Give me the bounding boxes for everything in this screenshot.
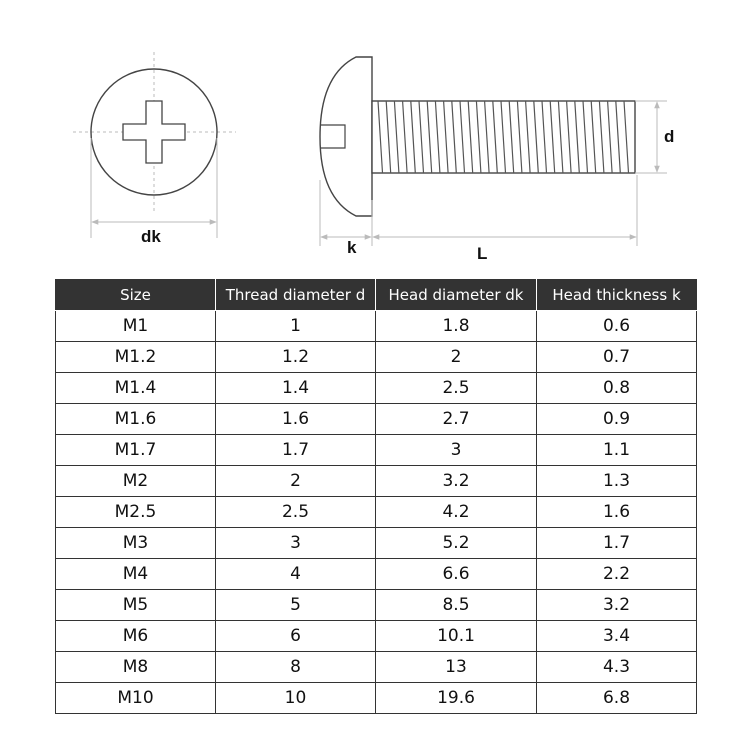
table-row [56, 590, 697, 621]
header-head-thickness: Head thickness k [537, 280, 697, 311]
cell-thread-diameter: 4 [216, 559, 376, 590]
cell-size: M1.7 [56, 435, 216, 466]
table-header-row [56, 280, 697, 311]
head-top-view [73, 52, 236, 238]
cell-size: M1.6 [56, 404, 216, 435]
cell-head-thickness: 4.3 [537, 652, 697, 683]
cell-head-thickness: 1.7 [537, 528, 697, 559]
cell-head-diameter: 5.2 [376, 528, 537, 559]
table-row [56, 311, 697, 342]
cell-thread-diameter: 2 [216, 466, 376, 497]
table-row [56, 342, 697, 373]
header-size: Size [56, 280, 216, 311]
cell-size: M10 [56, 683, 216, 714]
header-thread-diameter: Thread diameter d [216, 280, 376, 311]
cell-thread-diameter: 1.6 [216, 404, 376, 435]
cell-head-thickness: 0.9 [537, 404, 697, 435]
d-label: d [664, 127, 675, 146]
cell-size: M6 [56, 621, 216, 652]
table-row [56, 528, 697, 559]
cell-head-diameter: 2.7 [376, 404, 537, 435]
pan-head [320, 57, 372, 216]
phillips-cross [123, 101, 185, 163]
cell-size: M2.5 [56, 497, 216, 528]
cell-head-diameter: 8.5 [376, 590, 537, 621]
cell-head-thickness: 2.2 [537, 559, 697, 590]
cell-size: M1.2 [56, 342, 216, 373]
cell-size: M2 [56, 466, 216, 497]
cell-thread-diameter: 1.7 [216, 435, 376, 466]
table-row [56, 683, 697, 714]
cell-head-thickness: 6.8 [537, 683, 697, 714]
cell-head-diameter: 13 [376, 652, 537, 683]
table-row [56, 559, 697, 590]
k-label: k [347, 238, 357, 257]
table-row [56, 466, 697, 497]
table-row [56, 621, 697, 652]
table-row [56, 652, 697, 683]
screw-diagram [0, 0, 750, 278]
table-row [56, 435, 697, 466]
table-row [56, 497, 697, 528]
cell-head-diameter: 6.6 [376, 559, 537, 590]
cell-thread-diameter: 2.5 [216, 497, 376, 528]
cell-head-thickness: 1.3 [537, 466, 697, 497]
cell-head-diameter: 1.8 [376, 311, 537, 342]
cell-head-diameter: 2 [376, 342, 537, 373]
cell-head-thickness: 0.8 [537, 373, 697, 404]
cell-size: M4 [56, 559, 216, 590]
cell-head-diameter: 10.1 [376, 621, 537, 652]
cell-thread-diameter: 10 [216, 683, 376, 714]
cell-head-thickness: 0.6 [537, 311, 697, 342]
screw-drawing [0, 0, 750, 278]
cell-thread-diameter: 3 [216, 528, 376, 559]
cell-size: M5 [56, 590, 216, 621]
cell-head-diameter: 4.2 [376, 497, 537, 528]
cell-head-thickness: 1.1 [537, 435, 697, 466]
cell-size: M1.4 [56, 373, 216, 404]
table-row [56, 373, 697, 404]
cell-thread-diameter: 1.4 [216, 373, 376, 404]
cell-thread-diameter: 1 [216, 311, 376, 342]
cell-thread-diameter: 1.2 [216, 342, 376, 373]
cell-head-diameter: 3.2 [376, 466, 537, 497]
cell-head-diameter: 2.5 [376, 373, 537, 404]
cell-size: M8 [56, 652, 216, 683]
cell-thread-diameter: 8 [216, 652, 376, 683]
cell-thread-diameter: 6 [216, 621, 376, 652]
screw-side-view [320, 57, 667, 246]
cell-thread-diameter: 5 [216, 590, 376, 621]
cell-head-thickness: 0.7 [537, 342, 697, 373]
dk-label: dk [141, 227, 161, 246]
cell-head-thickness: 3.2 [537, 590, 697, 621]
screw-size-table [55, 279, 697, 714]
cell-head-thickness: 1.6 [537, 497, 697, 528]
cell-head-diameter: 19.6 [376, 683, 537, 714]
table-row [56, 404, 697, 435]
cell-size: M3 [56, 528, 216, 559]
cell-size: M1 [56, 311, 216, 342]
cell-head-diameter: 3 [376, 435, 537, 466]
header-head-diameter: Head diameter dk [376, 280, 537, 311]
cell-head-thickness: 3.4 [537, 621, 697, 652]
L-label: L [477, 244, 488, 263]
